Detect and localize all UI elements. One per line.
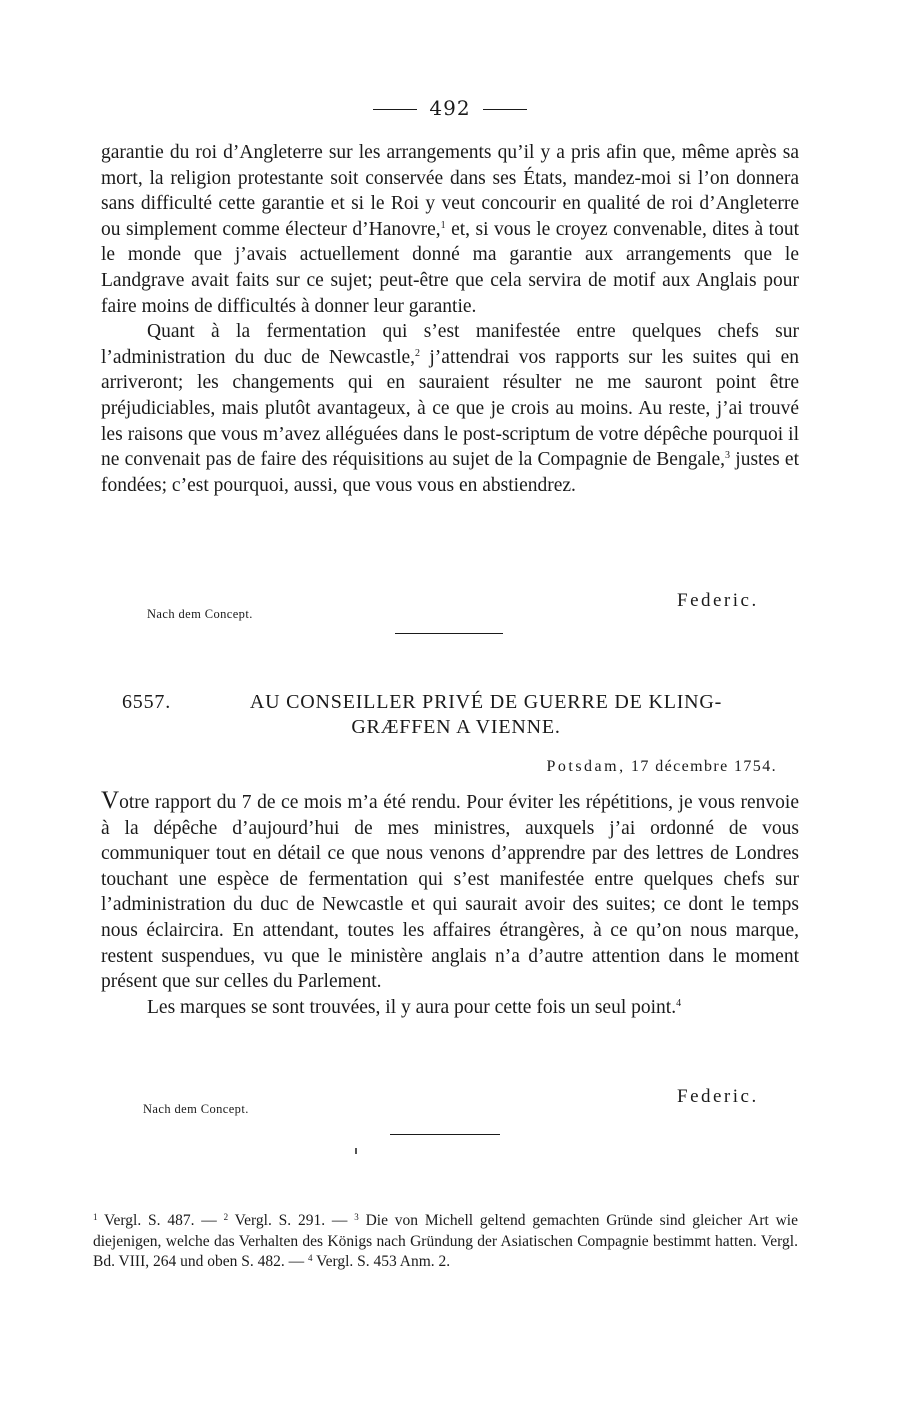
footnote-ref-1: 1 <box>440 219 446 231</box>
letter-2-title-line-2: GRÆFFEN A VIENNE. <box>351 716 561 738</box>
running-header <box>0 96 900 120</box>
page-number: 492 <box>429 96 471 120</box>
dateline <box>546 758 777 776</box>
letter-2-title-line-1: AU CONSEILLER PRIVÉ DE GUERRE DE KLING- <box>249 691 723 713</box>
letter-2-body <box>101 788 799 1020</box>
footnote-ref-2: 2 <box>415 347 421 359</box>
letter-1-paragraph-1: garantie du roi d’Angleterre sur les arrangements qu’il y a pris afin que, même après sa mort, la religion protestante soit conservée dans ses États, mandez-moi si l’on donnera sans difficulté cette garantie et si le Roi y veut concourir en qualité de roi d’Angleterre ou simplement comme électeur d’Hanovre,$^1$ et, si vous le croyez convenable, dites à tout le monde que j’avais actuellement donné ma garantie aux arrangements que le Landgrave avait faits sur ce sujet; peut-être que cela servira de motif aux Anglais pour faire moins de difficultés à donner leur garantie. <box>101 142 799 317</box>
letter-1-source-note: Nach dem Concept. <box>147 607 253 621</box>
header-dash-left <box>373 109 417 110</box>
dateline-date: 17 décembre 1754. <box>631 758 777 775</box>
header-dash-right <box>483 109 527 110</box>
letter-2-signature: Federic. <box>677 1086 759 1107</box>
dateline-place: Potsdam, <box>546 758 626 775</box>
footnotes <box>93 1211 798 1273</box>
footnote-ref-3: 3 <box>725 450 731 462</box>
letter-1-body <box>101 140 799 498</box>
letter-number: 6557. <box>122 691 171 713</box>
letter-1-signature: Federic. <box>677 590 759 611</box>
letter-2-paragraph-1: Votre rapport du 7 de ce mois m’a été rendu. Pour éviter les répétitions, je vous renvoie à la dépêche d’aujourd’hui de mes ministres, auxquels j’ai ordonné de vous communiquer tout en détail ce que nous venons d’apprendre par des lettres de Londres touchant une espèce de fermentation qui s’est manifestée entre quelques chefs sur l’administration du duc de Newcastle et qui saurait avoir des suites; ce dont le temps nous éclaircira. En attendant, toutes les affaires étrangères, à ce qu’on nous marque, restent suspendues, vu que le ministère anglais n’a d’autre attention dans le moment présent que sur celles du Parlement. <box>101 787 799 993</box>
letter-2-paragraph-2: Les marques se sont trouvées, il y aura pour cette fois un seul point.$^4$ <box>147 996 682 1018</box>
footnote-ref-4: 4 <box>676 997 682 1009</box>
print-speck <box>355 1148 357 1154</box>
section-divider-2 <box>390 1134 500 1135</box>
letter-2-heading <box>116 690 796 740</box>
letter-1-paragraph-2: Quant à la fermentation qui s’est manifestée entre quelques chefs sur l’administration du duc de Newcastle,$^2$ j’attendrai vos rapports sur les suites qui en arriveront; les changements qui en sauraient résulter ne me sauront point être préjudiciables, mais plutôt avantageux, à ce que je crois au moins. Au reste, j’ai trouvé les raisons que vous m’avez alléguées dans le post-scriptum de votre dépêche pourquoi il ne convenait pas de faire des réquisitions au sujet de la Compagnie de Bengale,$^3$ justes et fondées; c’est pourquoi, aussi, que vous vous en abstiendrez. <box>101 321 799 496</box>
letter-2-source-note: Nach dem Concept. <box>143 1102 249 1116</box>
initial-letter: V <box>101 787 120 814</box>
footnote-list: $^1$ Vergl. S. 487. — $^2$ Vergl. S. 291. — $^3$ Die von Michell geltend gemachten Gründe sind gleicher Art wie diejenigen, welche das Verhalten des Königs nach Gründung der Asiatischen Compagnie bestimmt hatten. Vergl. Bd. VIII, 264 und oben S. 482. — $^4$ Vergl. S. 453 Anm. 2. <box>93 1212 798 1270</box>
section-divider-1 <box>395 633 503 634</box>
